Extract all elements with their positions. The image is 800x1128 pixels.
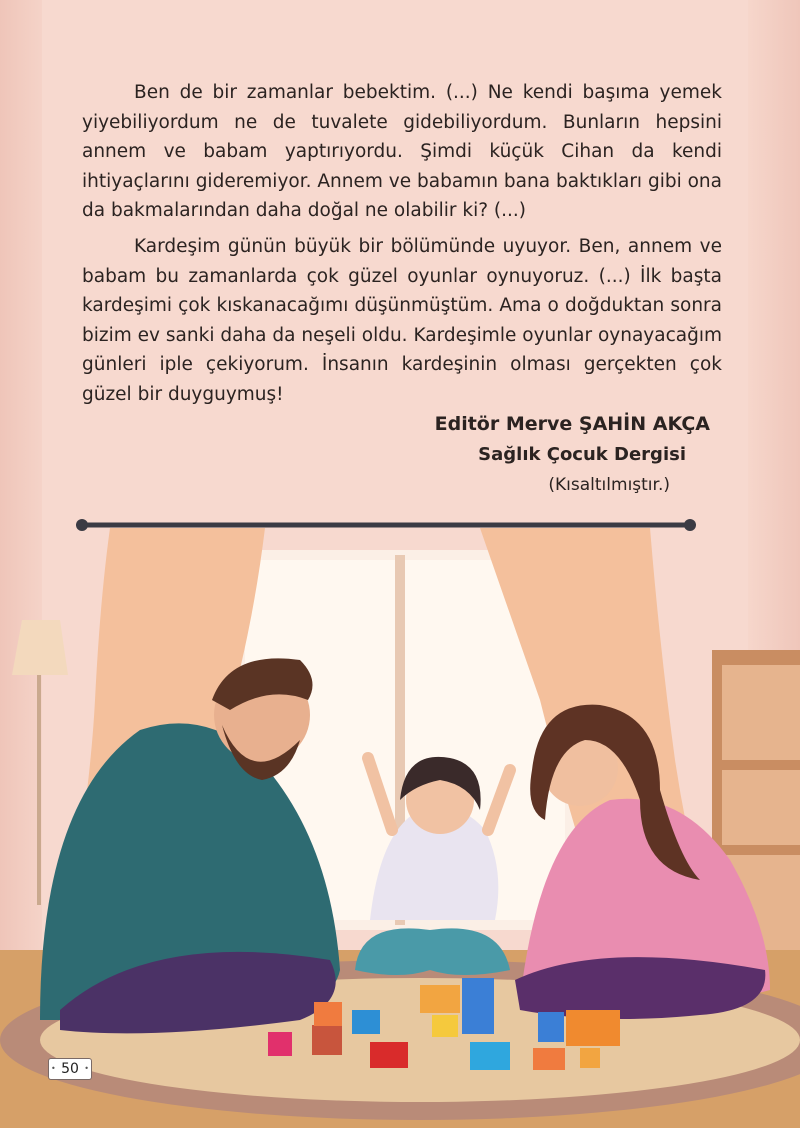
article-text — [82, 78, 722, 416]
credits — [435, 408, 710, 500]
credit-editor: Editör Merve ŞAHİN AKÇA — [434, 413, 710, 435]
paragraph-2: Kardeşim günün büyük bir bölümünde uyuyor. Ben, annem ve babam bu zamanlarda çok güzel oyunlar oynuyoruz. (...) İlk başta kardeşimi çok kıskanacağımı düşünmüştüm. Ama o doğduktan sonra bizim ev sanki daha da neşeli oldu. Kardeşimle oyunlar oynayacağım günleri iple çekiyorum. İnsanın kardeşinin olması gerçekten çok güzel bir duyguymuş! — [82, 235, 722, 405]
paragraph-1: Ben de bir zamanlar bebektim. (...) Ne kendi başıma yemek yiyebiliyordum ne de tuvalete gidebiliyordum. Bunların hepsini annem ve babam yaptırıyordu. Şimdi küçük Cihan da kendi ihtiyaçlarını gideremiyor. Annem ve babamın bana baktıkları gibi ona da bakmalarından daha doğal ne olabilir ki? (...) — [82, 82, 722, 222]
page-number: • 50 • — [48, 1058, 92, 1080]
credit-magazine: Sağlık Çocuk Dergisi — [478, 444, 686, 465]
credit-note: (Kısaltılmıştır.) — [548, 475, 670, 495]
floor-lamp — [12, 620, 68, 675]
family-illustration — [0, 500, 800, 1128]
